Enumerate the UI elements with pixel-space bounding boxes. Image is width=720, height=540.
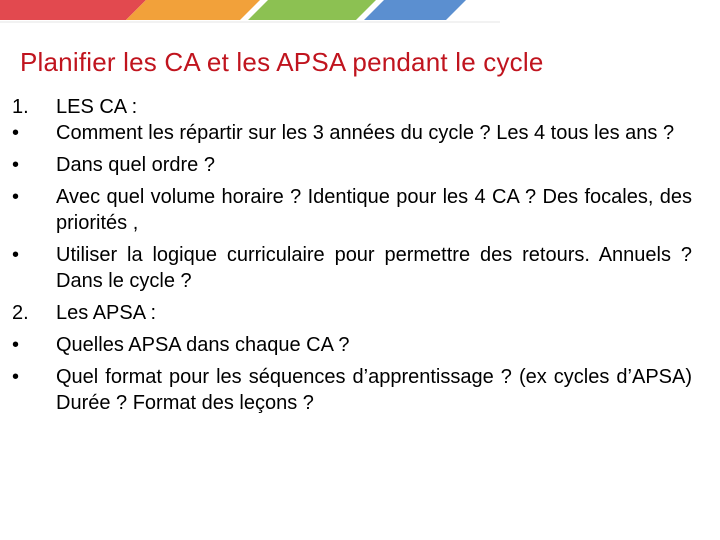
list-marker: 1. [12,96,29,118]
list-item-text: Les APSA : [56,302,157,324]
list-item-text: Dans quel ordre ? [56,154,215,176]
content-list [10,94,692,416]
list-item [10,332,692,358]
list-item [10,364,692,416]
list-item [10,94,692,120]
list-item [10,120,692,146]
list-item-text: Utiliser la logique curriculaire pour permettre des retours. Annuels ? Dans le cycle ? [56,244,692,292]
list-item [10,300,692,326]
list-marker: 2. [12,302,29,324]
list-item-text: LES CA : [56,96,138,118]
decorative-color-stripes [0,0,500,24]
stripe-blue [364,0,466,20]
stripe-green [248,0,376,20]
stripe-orange [126,0,260,20]
list-item [10,184,692,236]
stripe-red [0,0,146,20]
bullet-marker: • [12,154,20,176]
list-item-text: Avec quel volume horaire ? Identique pour les 4 CA ? Des focales, des priorités , [56,186,692,234]
list-item-text: Quelles APSA dans chaque CA ? [56,334,350,356]
list-item [10,242,692,294]
bullet-marker: • [12,334,20,356]
list-item-text: Quel format pour les séquences d’apprentissage ? (ex cycles d’APSA) Durée ? Format des leçons ? [56,366,692,414]
bullet-marker: • [12,366,20,388]
list-item-text: Comment les répartir sur les 3 années du cycle ? Les 4 tous les ans ? [56,122,675,144]
bullet-marker: • [12,186,20,208]
slide-title: Planifier les CA et les APSA pendant le cycle [20,47,544,77]
bullet-marker: • [12,122,20,144]
list-item [10,152,692,178]
bullet-marker: • [12,244,20,266]
